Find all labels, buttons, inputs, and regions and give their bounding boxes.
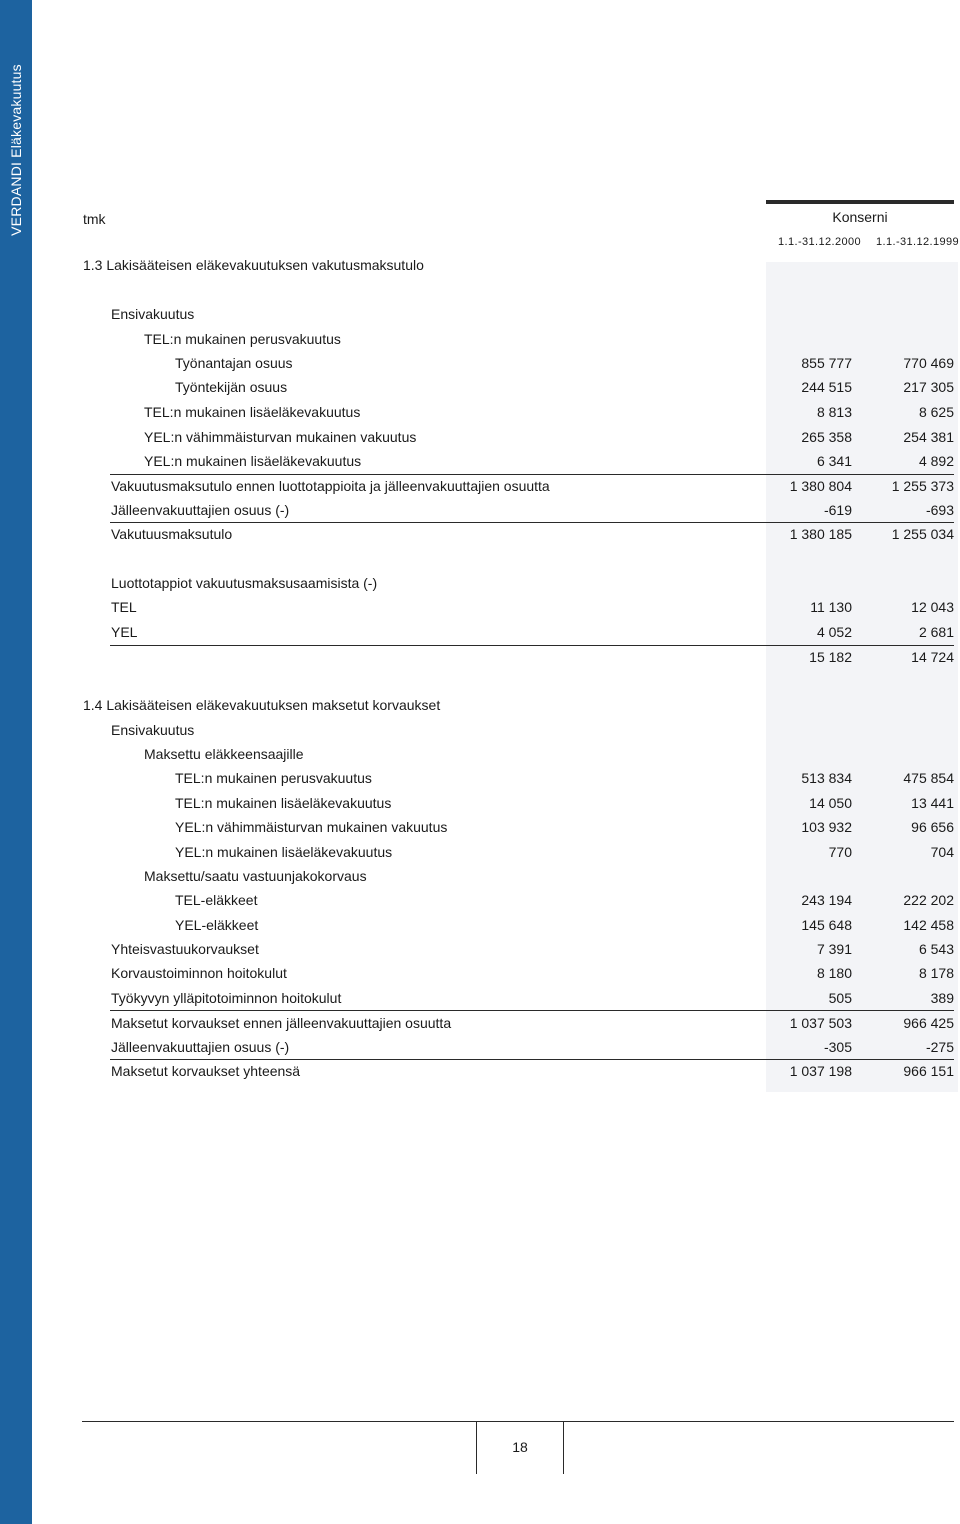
value-1999: 96 656 (911, 819, 954, 835)
value-2000: 7 391 (816, 941, 852, 957)
value-2000: 14 050 (809, 795, 852, 811)
row-label: Maksetut korvaukset yhteensä (111, 1063, 301, 1079)
value-2000: 243 194 (801, 892, 852, 908)
divider (110, 1010, 954, 1011)
table-row (0, 962, 958, 984)
row-label: Maksetut korvaukset ennen jälleenvakuuttajien osuutta (111, 1015, 452, 1031)
value-2000: 4 052 (816, 624, 852, 640)
table-row (0, 328, 958, 350)
table-row (0, 352, 958, 374)
row-label: Jälleenvakuuttajien osuus (-) (111, 1039, 290, 1055)
value-1999: 770 469 (903, 355, 954, 371)
value-1999: 966 425 (903, 1015, 954, 1031)
table-row (0, 719, 958, 741)
row-label: TEL (111, 599, 137, 615)
table-row (0, 1036, 958, 1058)
value-2000: 505 (828, 990, 852, 1006)
row-label: Työkyvyn ylläpitotoiminnon hoitokulut (111, 990, 342, 1006)
table-row (0, 865, 958, 887)
row-label: YEL-eläkkeet (175, 917, 259, 933)
value-1999: 254 381 (903, 429, 954, 445)
table-row (0, 401, 958, 423)
row-label: Maksettu eläkkeensaajille (144, 746, 304, 762)
value-2000: 1 037 503 (789, 1015, 852, 1031)
side-band-title: VERDANDI Eläkevakuutus (8, 64, 24, 236)
table-row (0, 572, 958, 594)
total-row (0, 1060, 958, 1082)
table-row (0, 426, 958, 448)
row-label: TEL:n mukainen lisäeläkevakuutus (175, 795, 392, 811)
value-1999: 8 178 (918, 965, 954, 981)
table-row (0, 792, 958, 814)
value-1999: 1 255 373 (891, 478, 954, 494)
row-label: 1.3 Lakisääteisen eläkevakuutuksen vakutusmaksutulo (83, 257, 424, 273)
table-row (0, 621, 958, 643)
row-label: TEL:n mukainen perusvakuutus (144, 331, 341, 347)
row-label: TEL:n mukainen lisäeläkevakuutus (144, 404, 361, 420)
value-1999: 217 305 (903, 379, 954, 395)
value-2000: -305 (823, 1039, 852, 1055)
table-row (0, 938, 958, 960)
row-label: YEL:n vähimmäisturvan mukainen vakuutus (144, 429, 417, 445)
row-label: Yhteisvastuukorvaukset (111, 941, 259, 957)
value-2000: 244 515 (801, 379, 852, 395)
value-1999: 142 458 (903, 917, 954, 933)
table-row (0, 475, 958, 497)
value-2000: 265 358 (801, 429, 852, 445)
header-rule (766, 200, 954, 204)
value-1999: 389 (930, 990, 954, 1006)
row-label: Ensivakuutus (111, 306, 195, 322)
row-label: Korvaustoiminnon hoitokulut (111, 965, 287, 981)
period-2000-heading: 1.1.-31.12.2000 (778, 236, 862, 248)
value-1999: 966 151 (903, 1063, 954, 1079)
table-row (0, 499, 958, 521)
value-1999: 2 681 (918, 624, 954, 640)
row-label: Ensivakuutus (111, 722, 195, 738)
page-number-box (476, 1422, 564, 1474)
section-heading (0, 694, 958, 716)
value-2000: -619 (823, 502, 852, 518)
value-2000: 1 037 198 (789, 1063, 852, 1079)
row-label: Työnantajan osuus (175, 355, 293, 371)
value-2000: 15 182 (809, 649, 852, 665)
value-1999: 6 543 (918, 941, 954, 957)
table-row (0, 889, 958, 911)
section-heading (0, 254, 958, 276)
value-1999: 4 892 (918, 453, 954, 469)
row-label: YEL:n mukainen lisäeläkevakuutus (144, 453, 362, 469)
table-row (0, 376, 958, 398)
value-2000: 6 341 (816, 453, 852, 469)
unit-label: tmk (83, 211, 106, 227)
period-1999-heading: 1.1.-31.12.1999 (876, 236, 960, 248)
value-2000: 145 648 (801, 917, 852, 933)
value-1999: 704 (930, 844, 954, 860)
value-1999: 12 043 (911, 599, 954, 615)
table-row (0, 743, 958, 765)
value-2000: 513 834 (801, 770, 852, 786)
table-row (0, 914, 958, 936)
value-1999: 222 202 (903, 892, 954, 908)
value-1999: 13 441 (911, 795, 954, 811)
row-label: TEL-eläkkeet (175, 892, 258, 908)
value-2000: 8 180 (816, 965, 852, 981)
value-1999: -275 (925, 1039, 954, 1055)
value-1999: 8 625 (918, 404, 954, 420)
value-1999: 475 854 (903, 770, 954, 786)
table-row (0, 767, 958, 789)
value-2000: 103 932 (801, 819, 852, 835)
table-row (0, 523, 958, 545)
row-label: Työntekijän osuus (175, 379, 288, 395)
page-number: 18 (512, 1439, 528, 1455)
value-1999: -693 (925, 502, 954, 518)
row-label: YEL (111, 624, 138, 640)
row-label: Jälleenvakuuttajien osuus (-) (111, 502, 290, 518)
row-label: Maksettu/saatu vastuunjakokorvaus (144, 868, 367, 884)
table-row (0, 1012, 958, 1034)
row-label: Luottotappiot vakuutusmaksusaamisista (-) (111, 575, 378, 591)
value-1999: 1 255 034 (891, 526, 954, 542)
value-2000: 1 380 804 (789, 478, 852, 494)
table-row (0, 303, 958, 325)
table-row (0, 816, 958, 838)
row-label: YEL:n vähimmäisturvan mukainen vakuutus (175, 819, 448, 835)
row-label: Vakuutusmaksutulo ennen luottotappioita ja jälleenvakuuttajien osuutta (111, 478, 550, 494)
table-row (0, 841, 958, 863)
table-row (0, 987, 958, 1009)
row-label: YEL:n mukainen lisäeläkevakuutus (175, 844, 393, 860)
table-row (0, 450, 958, 472)
value-2000: 1 380 185 (789, 526, 852, 542)
table-row (0, 596, 958, 618)
value-2000: 855 777 (801, 355, 852, 371)
row-label: Vakutuusmaksutulo (111, 526, 233, 542)
value-1999: 14 724 (911, 649, 954, 665)
value-2000: 770 (828, 844, 852, 860)
total-row (0, 646, 958, 668)
value-2000: 8 813 (816, 404, 852, 420)
row-label: 1.4 Lakisääteisen eläkevakuutuksen maksetut korvaukset (83, 697, 441, 713)
row-label: TEL:n mukainen perusvakuutus (175, 770, 372, 786)
value-2000: 11 130 (810, 599, 852, 615)
group-heading: Konserni (832, 209, 888, 225)
